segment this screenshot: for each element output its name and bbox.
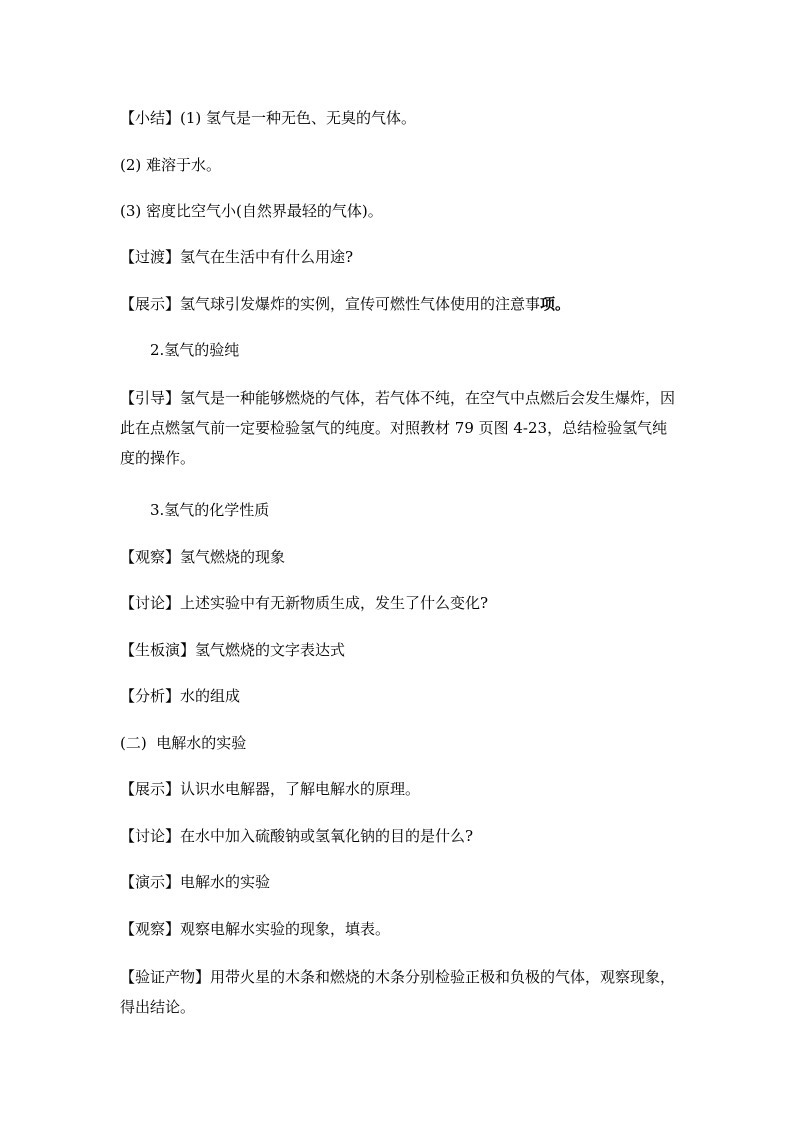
line-text: 在水中加入硫酸钠或氢氧化钠的目的是什么?	[180, 827, 474, 845]
section-tag: 【展示】	[120, 780, 181, 798]
line-text: 电解水的实验	[180, 873, 271, 891]
section-tag: 【分析】	[120, 687, 181, 705]
line-text: (2) 难溶于水。	[120, 156, 222, 174]
display-line-2	[120, 779, 680, 799]
section-tag: 【观察】	[120, 548, 181, 566]
guide-paragraph	[120, 383, 680, 473]
line-text: (1) 氢气是一种无色、无臭的气体。	[180, 109, 417, 127]
summary-line-3	[120, 201, 680, 221]
summary-line-2	[120, 155, 680, 175]
section-tag: 【过渡】	[120, 248, 181, 266]
section-tag: 【演示】	[120, 873, 181, 891]
line-text: 氢气在生活中有什么用途?	[180, 248, 354, 266]
section-tag: 【小结】	[120, 109, 181, 127]
line-text: 观察电解水实验的现象，填表。	[180, 920, 391, 938]
section-tag: 【讨论】	[120, 594, 181, 612]
observe-line-2	[120, 919, 680, 939]
board-demo-line	[120, 640, 680, 660]
verify-products-paragraph	[120, 962, 680, 1022]
summary-line-1	[120, 108, 680, 128]
analysis-line	[120, 686, 680, 706]
transition-line	[120, 247, 680, 267]
demo-line	[120, 872, 680, 892]
heading-chemical-properties	[150, 500, 710, 520]
subheading-text: 2.氢气的验纯	[150, 341, 240, 359]
observe-line-1	[120, 547, 680, 567]
discuss-line-1	[120, 593, 680, 613]
line-text: 上述实验中有无新物质生成，发生了什么变化?	[180, 594, 489, 612]
paragraph-text: 用带火星的木条和燃烧的木条分别检验正极和负极的气体，观察现象，得出结论。	[120, 968, 676, 1016]
section-tag: 【观察】	[120, 920, 181, 938]
section-tag: 【展示】	[120, 295, 181, 313]
subheading-text: (二) 电解水的实验	[120, 734, 247, 752]
section-tag: 【引导】	[120, 389, 181, 407]
subheading-text: 3.氢气的化学性质	[150, 501, 270, 519]
line-text: 水的组成	[180, 687, 241, 705]
line-text: (3) 密度比空气小(自然界最轻的气体)。	[120, 202, 383, 220]
section-tag: 【验证产物】	[120, 968, 211, 986]
line-text: 氢气球引发爆炸的实例，宣传可燃性气体使用的注意事	[180, 295, 541, 313]
line-text-bold: 项。	[540, 295, 571, 313]
display-line	[120, 294, 680, 314]
heading-electrolysis	[120, 733, 680, 753]
discuss-line-2	[120, 826, 680, 846]
line-text: 氢气燃烧的现象	[180, 548, 286, 566]
line-text: 氢气燃烧的文字表达式	[195, 641, 346, 659]
section-tag: 【生板演】	[120, 641, 196, 659]
line-text: 认识水电解器，了解电解水的原理。	[180, 780, 421, 798]
heading-hydrogen-purity	[150, 340, 710, 360]
paragraph-text: 氢气是一种能够燃烧的气体，若气体不纯，在空气中点燃后会发生爆炸，因此在点燃氢气前一定要检验氢气的纯度。对照教材 79 页图 4-23，总结检验氢气纯度的操作。	[120, 389, 676, 467]
section-tag: 【讨论】	[120, 827, 181, 845]
